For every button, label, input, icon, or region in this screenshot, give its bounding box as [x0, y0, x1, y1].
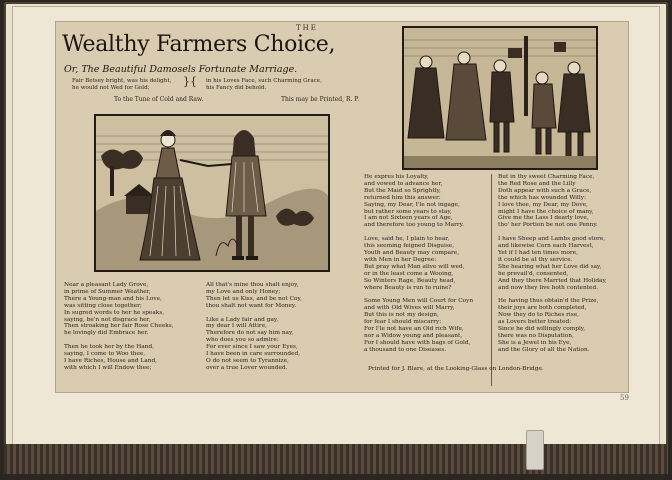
verse-line: But the Maid so Sprightly, — [364, 187, 441, 194]
tune-line: To the Tune of Cold and Raw. — [114, 96, 204, 103]
page-edge — [4, 444, 668, 474]
verse-line: Give me the Lass I dearly love, — [498, 215, 589, 222]
verse-line: but rather some years to stay, — [364, 208, 452, 215]
verse-line — [364, 291, 473, 298]
verse-line: Then let us Kiss, and be not Coy, — [206, 295, 302, 302]
verse-line — [206, 310, 302, 317]
verse-line: Like a Lady fair and gay, — [206, 316, 279, 323]
verse-line: returned him this answer: — [364, 194, 441, 201]
verse-line: Doth appear with such a Grace, — [498, 187, 592, 194]
woodcut-image — [404, 28, 596, 168]
verse-line: as Lovers better treated: — [498, 319, 572, 326]
verse-line: But this is not my design, — [364, 312, 439, 319]
verse-line: All that's mine thou shalt enjoy, — [206, 282, 299, 288]
verse-line: the which has wounded Willy: — [498, 194, 586, 201]
bookmark-ribbon[interactable] — [526, 430, 544, 470]
verse-line: in prime of Summer Weather, — [64, 288, 151, 295]
verse-line: Since he did willingly comply, — [498, 325, 586, 332]
verse-line: and with Old Wives will Marry, — [364, 305, 455, 312]
intro-brace-icon: }{ — [183, 75, 197, 88]
verse-line: nor a Widow young and pleasant, — [364, 332, 463, 339]
woodcut-image — [96, 116, 328, 270]
woodcut-courting-couple — [94, 114, 330, 272]
verse-line: Yet if I had ten times more, — [498, 249, 578, 256]
verse-line: For ever since I saw your Eyes, — [206, 344, 298, 351]
woodcut-dancing-scene — [402, 26, 598, 170]
verse-line: and therefore too young to Marry. — [364, 222, 464, 229]
verse-line — [498, 291, 607, 298]
verse-line: I have Sheep and Lambs good store, — [498, 236, 606, 243]
verse-line: he lovingly did Embrace her. — [64, 330, 149, 337]
verse-column-1 — [64, 282, 174, 372]
intro-line: his Fancy did behold. — [206, 85, 267, 91]
verse-line: my Love and only Honey; — [206, 288, 281, 295]
verse-line: And they there Married that Holiday, — [498, 277, 607, 284]
verse-line: Then he took her by the Hand, — [64, 344, 155, 351]
verse-line — [64, 337, 174, 344]
verse-line: But pray what Man alive will wed, — [364, 263, 465, 270]
verse-line: and likewise Corn each Harvest, — [498, 243, 594, 250]
verse-line: for fear I should miscarry: — [364, 319, 442, 326]
intro-right — [206, 78, 322, 92]
verse-line: Now they do to Riches rise, — [498, 312, 580, 319]
verse-line: and the Glory of all the Nation. — [498, 346, 590, 353]
ballad-subtitle: Or, The Beautiful Damosels Fortunate Marriage. — [64, 64, 298, 75]
verse-line: In sugred words to her he speaks, — [64, 309, 165, 316]
verse-line: O do not seem to Tyrannize, — [206, 357, 289, 364]
verse-line: it could be at thy service. — [498, 256, 573, 263]
verse-line: where Beauty is run to ruine? — [364, 284, 452, 291]
verse-column-4 — [498, 174, 607, 354]
verse-line: Love, said he, I plain to hear, — [364, 236, 450, 243]
verse-line: Saying, my Dear, I'le not ingage, — [364, 201, 460, 208]
intro-line: in his Loves Face, such Charming Grace, — [206, 78, 322, 84]
verse-line: might I have the choice of many, — [498, 208, 594, 215]
verse-line: saying, I come to Woo thee, — [64, 351, 146, 358]
verse-line: who does you so admire: — [206, 337, 279, 344]
licence-line: This may be Printed, R. P. — [281, 96, 359, 103]
printer-imprint: Printed for J. Blare, at the Looking-Glass on London-Bridge. — [368, 366, 544, 372]
verse-line: their joys are both completed, — [498, 305, 587, 312]
intro-line: Fair Betsey bright, was his delight, — [72, 78, 172, 84]
verse-line: For I should have with bags of Gold, — [364, 339, 471, 346]
verse-line: saying, be'n not disgrace her, — [64, 316, 151, 323]
verse-line: Therefore do not say him nay, — [206, 330, 294, 337]
verse-line: But in thy sweet Charming Face, — [498, 174, 595, 180]
column-divider — [491, 174, 492, 386]
verse-line: Near a pleasant Lady Grove, — [64, 282, 149, 288]
verse-line: this seeming feigned Disguise, — [364, 243, 455, 250]
verse-line: or in the least come a Wooing, — [364, 270, 454, 277]
verse-line: Youth and Beauty may compare, — [364, 249, 460, 256]
verse-line: Some Young Men will Court for Coyn — [364, 298, 474, 305]
verse-line: She hearing what her Love did say, — [498, 263, 602, 270]
verse-line: tho' her Portion be not one Penny. — [498, 222, 598, 229]
verse-line: I have Riches, House and Land, — [64, 357, 158, 364]
verse-line: For I'le not have an Old rich Wife, — [364, 325, 464, 332]
verse-line: with which I will Endow thee; — [64, 364, 152, 371]
verse-line: Then stroaking her fair Rose Cheeks, — [64, 323, 174, 330]
broadside-sheet — [56, 22, 628, 392]
verse-line — [498, 229, 607, 236]
verse-line: my dear I will Attire, — [206, 323, 267, 330]
verse-line: and now they live both contented. — [498, 284, 599, 291]
verse-line — [364, 229, 473, 236]
verse-line: was sitting close together; — [64, 302, 142, 309]
verse-line: over a true Lover wounded. — [206, 364, 288, 371]
verse-line: there was no Disputation, — [498, 332, 574, 339]
verse-line: She is a Jewel in his Eye, — [498, 339, 572, 346]
verse-column-3 — [364, 174, 473, 354]
intro-left — [72, 78, 171, 92]
verse-column-2 — [206, 282, 302, 372]
ballad-title: Wealthy Farmers Choice, — [62, 32, 336, 57]
verse-line: the Red Rose and the Lilly — [498, 180, 576, 187]
page-number: 59 — [620, 394, 629, 402]
verse-line: So Winters Rage, Beauty head, — [364, 277, 456, 284]
verse-line: he prevail'd, consented, — [498, 270, 569, 277]
verse-line: a thousand to one Diseases. — [364, 346, 447, 353]
verse-line: thou shalt not want for Money. — [206, 302, 297, 309]
title-prefix: THE — [296, 24, 318, 32]
verse-line: He expres his Loyalty, — [364, 174, 429, 180]
verse-line: There a Young-man and his Love, — [64, 295, 162, 302]
verse-line: I have been in care surrounded, — [206, 351, 301, 358]
verse-line: I am not Sixteen years of Age, — [364, 215, 453, 222]
verse-line: He having thus obtain'd the Prize, — [498, 298, 599, 305]
verse-line: I love thee, my Dear, my Dove, — [498, 201, 588, 208]
verse-line: with Men in her Degree: — [364, 256, 437, 263]
intro-line: he would not Wed for Gold; — [72, 85, 150, 91]
verse-line: and vowed to advance her, — [364, 180, 443, 187]
